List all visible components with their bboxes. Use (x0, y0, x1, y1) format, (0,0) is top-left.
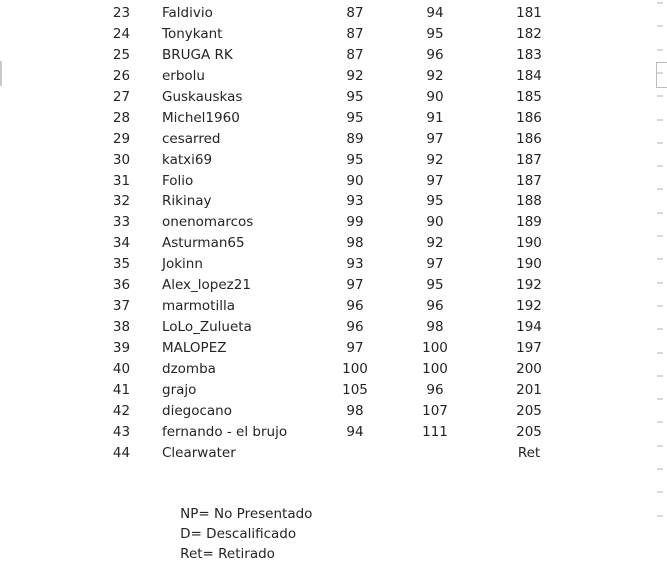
total-score-cell: 187 (516, 172, 542, 189)
player-name-cell: Alex_lopez21 (162, 277, 251, 294)
total-score-cell: 186 (516, 130, 542, 147)
total-score-cell: 190 (516, 256, 542, 273)
round2-score-cell: 92 (426, 67, 444, 84)
legend-item-d: D= Descalificado (180, 526, 297, 542)
right-edge-tick (657, 515, 663, 517)
player-name-cell: marmotilla (162, 298, 235, 315)
right-edge-tick (657, 119, 663, 121)
round1-score-cell: 97 (346, 340, 364, 356)
rank-cell: 24 (112, 25, 131, 42)
round2-score-cell: 96 (426, 46, 444, 63)
total-score-cell: 190 (516, 235, 542, 252)
round1-score-cell: 87 (346, 25, 364, 42)
right-edge-tick (657, 421, 663, 423)
round2-score-cell: 98 (426, 319, 444, 336)
player-name-cell: cesarred (162, 130, 221, 147)
rank-cell: 27 (112, 88, 131, 105)
player-name-cell: MALOPEZ (162, 340, 227, 356)
right-edge-tick (657, 2, 663, 4)
round1-score-cell: 94 (346, 423, 364, 440)
round2-score-cell: 107 (422, 402, 448, 419)
player-name-cell: Clearwater (162, 444, 236, 461)
standings-table (0, 3, 667, 464)
rank-cell: 41 (112, 381, 131, 398)
player-name-cell: Jokinn (162, 256, 203, 273)
table-row (0, 296, 667, 317)
right-edge-tick (657, 212, 663, 214)
table-row (0, 45, 667, 66)
total-score-cell: 201 (516, 381, 542, 398)
round2-score-cell: 100 (422, 340, 448, 356)
legend (163, 484, 326, 584)
round2-score-cell: 96 (426, 298, 444, 315)
table-row (0, 212, 667, 233)
player-name-cell: onenomarcos (162, 214, 254, 231)
round2-score-cell: 90 (426, 88, 444, 105)
table-row (0, 108, 667, 129)
total-score-cell: 183 (516, 46, 542, 63)
total-score-cell: 187 (516, 151, 542, 168)
right-edge-tick (657, 142, 663, 144)
table-row (0, 380, 667, 401)
rank-cell: 31 (112, 172, 131, 189)
table-row (0, 129, 667, 150)
right-edge-tick (657, 328, 663, 330)
rank-cell: 29 (112, 130, 131, 147)
right-edge-tick (657, 491, 663, 493)
right-edge-tick (657, 282, 663, 284)
right-edge-tick (657, 95, 663, 97)
rank-cell: 30 (112, 151, 131, 168)
right-edge-tick (657, 352, 663, 354)
rank-cell: 34 (112, 235, 131, 252)
table-row (0, 171, 667, 192)
table-row (0, 87, 667, 108)
round1-score-cell: 87 (346, 5, 364, 21)
rank-cell: 28 (112, 109, 131, 126)
total-score-cell: 192 (516, 277, 542, 294)
rank-cell: 40 (112, 360, 131, 377)
rank-cell: 38 (112, 319, 131, 336)
right-edge-tick (657, 25, 663, 27)
total-score-cell: 182 (516, 25, 542, 42)
rank-cell: 26 (112, 67, 131, 84)
right-edge-tick (657, 235, 663, 237)
player-name-cell: katxi69 (162, 151, 213, 168)
right-edge-tick (657, 49, 663, 51)
round1-score-cell: 87 (346, 46, 364, 63)
round2-score-cell: 96 (426, 381, 444, 398)
total-score-cell: 189 (516, 214, 542, 231)
round1-score-cell: 96 (346, 319, 364, 336)
total-score-cell: 197 (516, 340, 542, 356)
round2-score-cell: 97 (426, 130, 444, 147)
right-edge-tick (657, 188, 663, 190)
round2-score-cell: 111 (422, 423, 448, 440)
total-score-cell: 200 (516, 360, 542, 377)
round1-score-cell: 93 (346, 193, 364, 210)
player-name-cell: diegocano (162, 402, 232, 419)
rank-cell: 23 (112, 5, 131, 21)
round2-score-cell: 92 (426, 151, 444, 168)
player-name-cell: Faldivio (162, 5, 213, 21)
rank-cell: 39 (112, 340, 131, 356)
total-score-cell: 194 (516, 319, 542, 336)
round2-score-cell: 97 (426, 256, 444, 273)
player-name-cell: dzomba (162, 360, 216, 377)
right-edge-tick (657, 258, 663, 260)
round1-score-cell: 93 (346, 256, 364, 273)
round1-score-cell: 92 (346, 67, 364, 84)
table-row (0, 422, 667, 443)
player-name-cell: Michel1960 (162, 109, 240, 126)
rank-cell: 25 (112, 46, 131, 63)
total-score-cell: 185 (516, 88, 542, 105)
table-row (0, 443, 667, 464)
round1-score-cell: 90 (346, 172, 364, 189)
player-name-cell: LoLo_Zulueta (162, 319, 252, 336)
table-row (0, 233, 667, 254)
round2-score-cell: 91 (426, 109, 444, 126)
total-score-cell: 205 (516, 402, 542, 419)
total-score-cell: 205 (516, 423, 542, 440)
table-row (0, 401, 667, 422)
round2-score-cell: 100 (422, 360, 448, 377)
player-name-cell: fernando - el brujo (162, 423, 288, 440)
right-edge-tick (657, 72, 663, 74)
player-name-cell: erbolu (162, 67, 205, 84)
player-name-cell: Rikinay (162, 193, 212, 210)
rank-cell: 33 (112, 214, 131, 231)
table-row (0, 191, 667, 212)
player-name-cell: Folio (162, 172, 194, 189)
rank-cell: 44 (112, 444, 131, 461)
table-row (0, 254, 667, 275)
total-score-cell: 188 (516, 193, 542, 210)
round2-score-cell: 95 (426, 277, 444, 294)
table-row (0, 317, 667, 338)
round1-score-cell: 95 (346, 88, 364, 105)
right-edge-tick (657, 398, 663, 400)
rank-cell: 42 (112, 402, 131, 419)
table-row (0, 150, 667, 171)
table-row (0, 66, 667, 87)
round2-score-cell: 95 (426, 25, 444, 42)
rank-cell: 37 (112, 298, 131, 315)
player-name-cell: BRUGA RK (162, 46, 233, 63)
round2-score-cell: 92 (426, 235, 444, 252)
total-score-cell: 186 (516, 109, 542, 126)
round2-score-cell: 95 (426, 193, 444, 210)
total-score-cell: 184 (516, 67, 542, 84)
round1-score-cell: 97 (346, 277, 364, 294)
right-edge-tick (657, 445, 663, 447)
rank-cell: 43 (112, 423, 131, 440)
right-edge-tick (657, 375, 663, 377)
table-row (0, 338, 667, 359)
rank-cell: 36 (112, 277, 131, 294)
round1-score-cell: 96 (346, 298, 364, 315)
round1-score-cell: 98 (346, 235, 364, 252)
total-score-cell: 192 (516, 298, 542, 315)
round1-score-cell: 95 (346, 109, 364, 126)
round1-score-cell: 100 (342, 360, 368, 377)
round2-score-cell: 90 (426, 214, 444, 231)
round1-score-cell: 98 (346, 402, 364, 419)
table-row (0, 275, 667, 296)
table-row (0, 359, 667, 380)
legend-item-ret: Ret= Retirado (180, 546, 275, 562)
round1-score-cell: 95 (346, 151, 364, 168)
player-name-cell: Asturman65 (162, 235, 245, 252)
round1-score-cell: 89 (346, 130, 364, 147)
right-edge-bracket-artifact (656, 62, 667, 88)
round2-score-cell: 94 (426, 5, 444, 21)
rank-cell: 32 (112, 193, 131, 210)
table-row (0, 3, 667, 24)
player-name-cell: grajo (162, 381, 197, 398)
right-edge-tick (657, 468, 663, 470)
total-score-cell: Ret (517, 444, 541, 461)
round2-score-cell: 97 (426, 172, 444, 189)
rank-cell: 35 (112, 256, 131, 273)
right-edge-tick (657, 305, 663, 307)
legend-item-np: NP= No Presentado (180, 506, 313, 522)
round1-score-cell: 99 (346, 214, 364, 231)
player-name-cell: Tonykant (162, 25, 223, 42)
total-score-cell: 181 (516, 5, 542, 21)
round1-score-cell: 105 (342, 381, 368, 398)
table-row (0, 24, 667, 45)
right-edge-tick (657, 165, 663, 167)
player-name-cell: Guskauskas (162, 88, 243, 105)
